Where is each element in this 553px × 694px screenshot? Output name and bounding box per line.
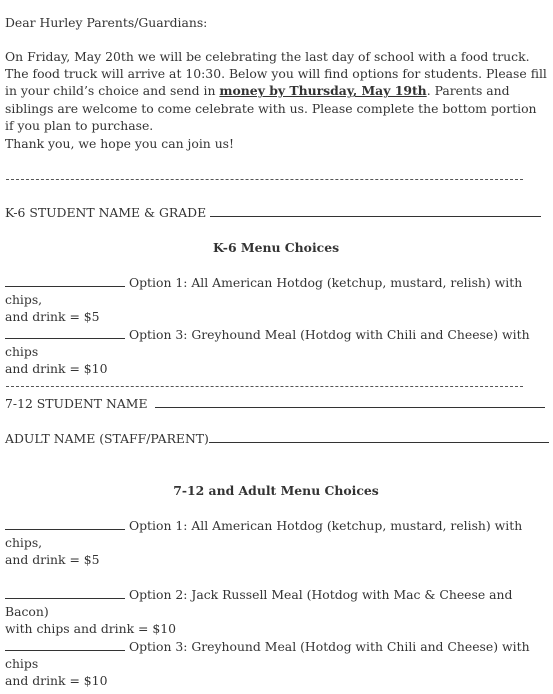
upper-option-2-price: with chips and drink = $10 xyxy=(5,621,177,637)
k6-option-3-text: Option 3: Greyhound Meal (Hotdog with Chili and Cheese) with chips xyxy=(5,327,530,360)
k6-heading: K-6 Menu Choices xyxy=(212,240,340,255)
k6-option-1-text: Option 1: All American Hotdog (ketchup, mustard, relish) with chips, xyxy=(5,275,523,308)
k6-name-row xyxy=(5,204,547,221)
upper-option-1 xyxy=(5,517,547,569)
payment-deadline: money by Thursday, May 19th xyxy=(219,83,427,99)
upper-option-1-blank[interactable] xyxy=(5,517,125,530)
upper-option-1-price: and drink = $5 xyxy=(5,552,100,568)
intro-text-2: . Parents and siblings are welcome to come celebrate with us. Please complete the bottom portion if you plan to purchase. xyxy=(5,83,537,133)
upper-option-2-text: Option 2: Jack Russell Meal (Hotdog with Mac & Cheese and Bacon) xyxy=(5,587,513,620)
upper-student-field[interactable] xyxy=(155,395,545,408)
upper-student-row xyxy=(5,395,547,412)
intro-text-1: On Friday, May 20th we will be celebrating the last day of school with a food truck. The food truck will arrive at 10:30. Below you will find options for students. Please fill in your child’s choice and send in xyxy=(5,49,547,99)
adult-name-row xyxy=(5,430,547,447)
upper-heading: 7-12 and Adult Menu Choices xyxy=(173,483,379,498)
k6-option-3-price: and drink = $10 xyxy=(5,361,108,377)
k6-option-3-blank[interactable] xyxy=(5,326,125,339)
k6-name-label: K-6 STUDENT NAME & GRADE xyxy=(5,205,207,220)
k6-name-field[interactable] xyxy=(210,204,541,217)
salutation: Dear Hurley Parents/Guardians: xyxy=(5,15,208,30)
upper-student-label: 7-12 STUDENT NAME xyxy=(5,396,148,411)
k6-option-3 xyxy=(5,326,547,378)
upper-option-1-text: Option 1: All American Hotdog (ketchup, mustard, relish) with chips, xyxy=(5,518,523,551)
k6-option-1 xyxy=(5,274,547,326)
upper-option-2 xyxy=(5,586,547,638)
intro-paragraph xyxy=(5,48,547,134)
upper-option-3 xyxy=(5,638,547,690)
adult-name-label: ADULT NAME (STAFF/PARENT) xyxy=(5,431,209,446)
cut-line xyxy=(6,386,523,387)
upper-option-3-price: and drink = $10 xyxy=(5,673,108,689)
upper-option-3-blank[interactable] xyxy=(5,638,125,651)
thanks-line: Thank you, we hope you can join us! xyxy=(5,136,235,151)
upper-option-2-blank[interactable] xyxy=(5,586,125,599)
upper-option-3-text: Option 3: Greyhound Meal (Hotdog with Chili and Cheese) with chips xyxy=(5,639,530,672)
k6-option-1-blank[interactable] xyxy=(5,274,125,287)
k6-option-1-price: and drink = $5 xyxy=(5,309,100,325)
cut-line xyxy=(6,179,523,180)
adult-name-field[interactable] xyxy=(209,430,549,443)
